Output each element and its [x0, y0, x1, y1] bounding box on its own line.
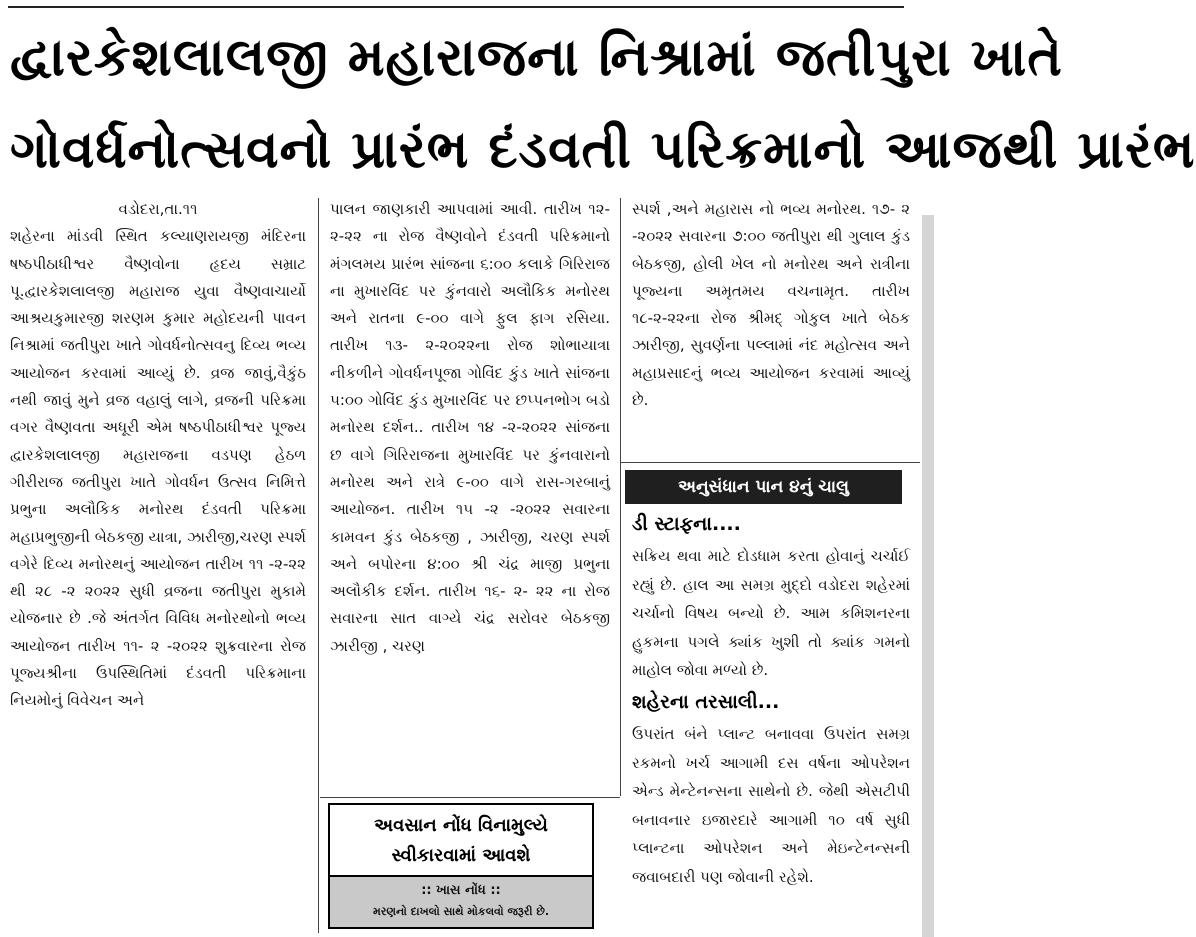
- article-column-3-text: સ્પર્શ ,અને મહારાસ નો ભવ્ય મનોરથ. ૧૭- ૨ -૨૦૨૨ સવારના ૭:૦૦ જતીપુરા થી ગુલાલ કુંડ બેઠકજી, હોલી ખેલ નો મનોરથ અને રાત્રીના પૂજ્યના અમૃતમય વચનામૃત. તારીખ ૧૮-૨-૨૨ના રોજ શ્રીમદ્ ગોકુલ ખાતે બેઠક ઝારીજી, સુવર્ણના પલ્લામાં નંદ મહોત્સવ અને મહાપ્રસાદનું ભવ્ય આયોજન કરવામાં આવ્યું છે.: [632, 200, 910, 410]
- page-edge-shadow: [922, 215, 934, 937]
- column-divider-1: [318, 198, 319, 933]
- continued-story-2-body: ઉપરાંત બંને પ્લાન્ટ બનાવવા ઉપરાંત સમગ્ર રકમનો ખર્ચ આગામી દસ વર્ષના ઓપરેશન એન્ડ મેન્ટેનન્સના સાથેનો છે. જેથી એસટીપી બનાવનાર ઇજારદારે આગામી ૧૦ વર્ષ સુધી પ્લાન્ટના ઓપરેશન અને મેઇન્ટેનન્સની જવાબદારી પણ જોવાની રહેશે.: [632, 725, 910, 886]
- headline-line-1: દ્વારકેશલાલજી મહારાજના નિશ્રામાં જતીપુરા ખાતે: [10, 28, 1063, 88]
- article-dateline: વડોદરા,તા.૧૧: [118, 200, 198, 218]
- article-column-2-text: પાલન જાણકારી આપવામાં આવી. તારીખ ૧૨- ૨-૨૨ ના રોજ વૈષ્ણવોને દંડવતી પરિક્રમાનો મંગલમય પ્રારંભ સાંજના ૬:૦૦ કલાકે ગિરિરાજ ના મુખારવિંદ પર કુંનવારો અલૌકિક મનોરથ અને રાતના ૯-૦૦ વાગે ફુલ ફાગ રસિયા. તારીખ ૧૩- ૨-૨૦૨૨ના રોજ શોભાયાત્રા નીકળીને ગોવર્ધનપૂજા ગોવિંદ કુંડ ખાતે સાંજના ૫:૦૦ ગોવિંદ કુંડ મુખારવિંદ પર છપ્પનભોગ બડો મનોરથ દર્શન.. તારીખ ૧૪ -૨-૨૦૨૨ સાંજના છ વાગે ગિરિરાજના મુખારવિંદ પર કુંનવારાનો મનોરથ અને રાત્રે ૯-૦૦ વાગે રાસ-ગરબાનું આયોજન. તારીખ ૧૫ -૨ -૨૦૨૨ સવારના કામવન કુંડ બેઠકજી , ઝારીજી, ચરણ સ્પર્શ અને બપોરના ૪:૦૦ શ્રી ચંદ્ર માજી પ્રભુના અલૌકીક દર્શન. તારીખ ૧૬- ૨- ૨૨ ના રોજ સવારના સાત વાગ્યે ચંદ્ર સરોવર બેઠકજી ઝારીજી , ચરણ: [330, 200, 610, 655]
- obituary-notice-box: [328, 803, 594, 929]
- continued-top-rule: [620, 462, 920, 463]
- obituary-notice-label: :: ખાસ નોંધ ::: [421, 883, 501, 898]
- continued-from-page-banner: અનુસંધાન પાન ૪નું ચાલુ: [625, 470, 902, 504]
- article-column-1-text: શહેરના માંડવી સ્થિત કલ્યાણરાયજી મંદિરના ષષ્ઠપીઠાધીશ્વર વૈષ્ણવોના હૃદય સમ્રાટ પૂ.દ્વારકેશલાલજી મહારાજ યુવા વૈષ્ણવાચાર્યો આશ્રયકુમારજી શરણમ કુમાર મહોદયની પાવન નિશ્રામાં જતીપુરા ખાતે ગોવર્ધનોત્સવનુ દિવ્ય ભવ્ય આયોજન કરવામાં આવ્યું છે. વ્રજ જાવું,વૈકુંઠ નથી જાવું મુને વ્રજ વહાલું લાગે, વ્રજની પરિક્રમા વગર વૈષ્ણવતા અધૂરી એમ ષષ્ઠપીઠાધીશ્વર પૂજ્ય દ્વારકેશલાલજી મહારાજના વડપણ હેઠળ ગીરીરાજ જતીપુરા ખાતે ગોવર્ધન ઉત્સવ નિમિત્તે પ્રભુના અલૌકિક મનોરથ દંડવતી પરિક્રમા મહાપ્રભુજીની બેઠકજી યાત્રા, ઝારીજી,ચરણ સ્પર્શ વગેરે દિવ્ય મનોરથનું આયોજન તારીખ ૧૧ -૨-૨૨ થી ૨૮ -૨ ૨૦૨૨ સુધી વ્રજના જતીપુરા મુકામે યોજનાર છે .જે અંતર્ગત વિવિધ મનોરથોનો ભવ્ય આયોજન તારીખ ૧૧- ૨ -૨૦૨૨ શુક્રવારના રોજ પૂજ્યશ્રીના ઉપસ્થિતિમાં દંડવતી પરિક્રમાના નિયમોનું વિવેચન અને: [10, 227, 306, 710]
- obituary-notice-footer: [330, 875, 592, 927]
- article-column-3: [632, 196, 910, 414]
- top-rule: [8, 6, 904, 8]
- notice-top-rule: [320, 797, 620, 798]
- continued-story-2-heading: શહેરના તરસાલી...: [632, 691, 780, 713]
- continued-story-1-heading: ડી સ્ટાફના....: [632, 513, 741, 535]
- obituary-notice-subtext: મરણનો દાખલો સાથે મોકલવો જરૂરી છે.: [372, 905, 550, 918]
- headline-line-2: ગોવર્ધનોત્સવનો પ્રારંભ દંડવતી પરિક્રમાનો આજથી પ્રારંભ: [10, 120, 1196, 180]
- article-column-1: [10, 196, 306, 715]
- column-divider-2: [620, 198, 621, 796]
- continued-story-1-body: સક્રિય થવા માટે દોડધામ કરતા હોવાનું ચર્ચાઈ રહ્યું છે. હાલ આ સમગ્ર મુદ્દો વડોદરા શહેરમાં ચર્ચાનો વિષય બન્યો છે. આમ કમિશનરના હુકમના પગલે ક્યાંક ખુશી તો ક્યાંક ગમનો માહોલ જોવા મળ્યો છે.: [632, 547, 910, 679]
- obituary-notice-title: અવસાન નોંધ વિનામુલ્યે સ્વીકારવામાં આવશે: [374, 815, 548, 866]
- article-column-2: [330, 196, 610, 660]
